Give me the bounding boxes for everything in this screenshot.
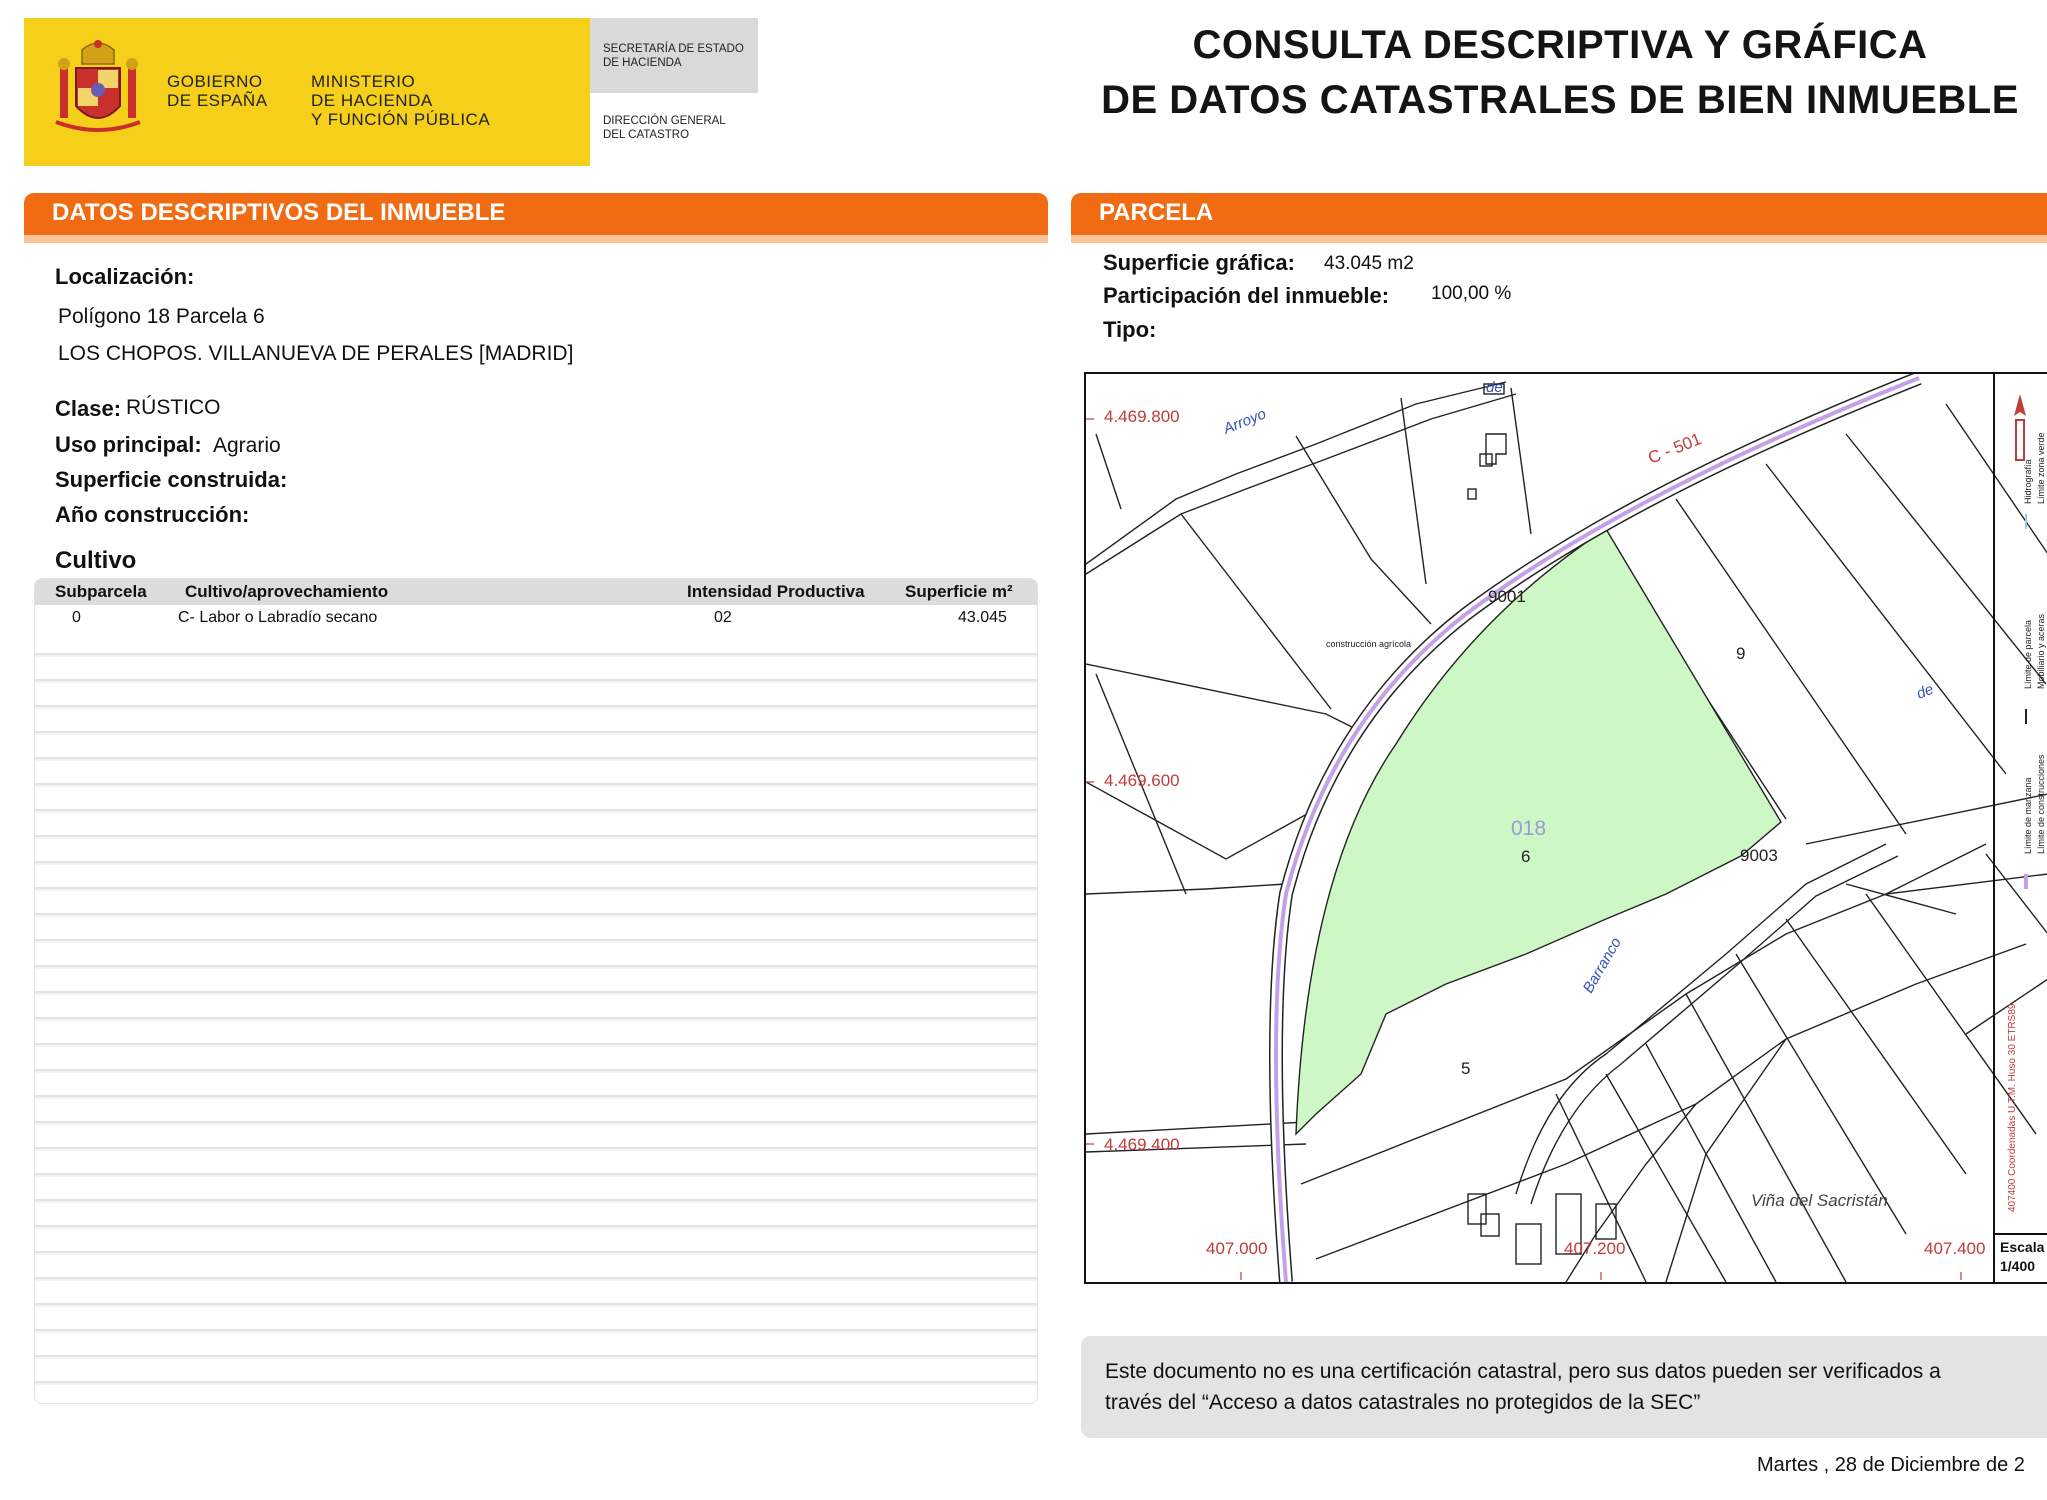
document-date: Martes , 28 de Diciembre de 2 [1757,1454,2025,1476]
escala-value: 1/400 [2000,1258,2036,1274]
legend-limite-manzana: Límite de manzana [2023,777,2033,854]
parcela-section-header [1071,193,2047,243]
cadastral-map[interactable] [1084,372,2047,1284]
cell-cultivo: C- Labor o Labradío secano [178,609,378,626]
parcela-title: PARCELA [1099,199,1214,226]
coord-x-000: 407.000 [1206,1239,1268,1258]
table-header [35,579,1037,605]
header-cultivo: Cultivo/aprovechamiento [185,582,389,601]
de-label-1: de [1486,379,1503,396]
participacion-value: 100,00 % [1431,283,1512,304]
document-title: CONSULTA DESCRIPTIVA Y GRÁFICA DE DATOS CATASTRALES DE BIEN INMUEBLE [1101,23,2019,122]
header-strip [24,235,1048,243]
coord-x-200: 407.200 [1564,1239,1626,1258]
disclaimer-box [1081,1336,2047,1438]
legend-hidrografia: Hidrografía [2023,459,2033,504]
table-row [35,605,1037,631]
arroyo-label: Arroyo [1221,405,1269,438]
descriptivos-title-prefix: DATOS DESCRIPTIVOS DEL [52,199,381,226]
uso-value: Agrario [213,434,281,457]
coat-of-arms-icon [50,38,146,138]
legend-mobiliario: Mobiliario y aceras [2036,613,2046,689]
legend-limite-zona-verde: Límite zona verde [2036,432,2046,504]
header-intensidad: Intensidad Productiva [687,582,865,601]
localizacion-line1: Polígono 18 Parcela 6 [58,305,265,328]
anio-construccion-label: Año construcción: [55,502,250,527]
legend-limite-parcela: Límite de parcela [2023,619,2033,689]
ministerio-text: MINISTERIO DE HACIENDA Y FUNCIÓN PÚBLICA [311,72,491,129]
label-5: 5 [1461,1059,1471,1078]
disclaimer-line1: Este documento no es una certificación catastral, pero sus datos pueden ser verificados a [1105,1360,1941,1383]
road-label: C - 501 [1645,429,1705,468]
label-9001: 9001 [1488,587,1526,606]
direccion-general-text: DIRECCIÓN GENERAL DEL CATASTRO [603,115,726,141]
superficie-grafica-value: 43.045 m2 [1324,253,1414,274]
superficie-grafica-label: Superficie gráfica: [1103,250,1295,275]
tipo-label: Tipo: [1103,317,1157,342]
coord-x-400: 407.400 [1924,1239,1986,1258]
participacion-label: Participación del inmueble: [1103,283,1390,308]
clase-label: Clase: [55,396,122,421]
escala-label: Escala [2000,1239,2045,1255]
descriptivos-section-header [24,193,1048,243]
header-subparcela: Subparcela [55,582,147,601]
coord-y-600: 4.469.600 [1104,771,1180,790]
cell-superficie: 43.045 [958,609,1007,626]
map-svg [1086,374,2047,1282]
cell-subparcela: 0 [72,609,81,626]
header-superficie: Superficie m² [905,582,1013,601]
descriptivos-title-bold: INMUEBLE [380,199,506,226]
cultivo-table [34,578,1038,1404]
secretaria-text: SECRETARÍA DE ESTADO DE HACIENDA [603,43,744,69]
disclaimer-line2: través del “Acceso a datos catastrales no protegidos de la SEC” [1105,1391,1701,1414]
vina-label: Viña del Sacristán [1751,1191,1888,1210]
coord-y-800: 4.469.800 [1104,407,1180,426]
coord-y-400: 4.469.400 [1104,1135,1180,1154]
construccion-label: construcción agrícola [1326,639,1412,649]
cultivo-title: Cultivo [55,547,137,574]
uso-label: Uso principal: [55,432,202,457]
localizacion-line2: LOS CHOPOS. VILLANUEVA DE PERALES [MADRID] [58,342,574,365]
gobierno-de-espana-text: GOBIERNO DE ESPAÑA [167,72,268,110]
legend [2000,394,2046,1274]
legend-coords: 407400 Coordenadas U.T.M. Huso 30 ETRS89 [2007,1003,2018,1212]
header-strip [1071,235,2047,243]
cell-intensidad: 02 [714,609,732,626]
legend-limite-construcciones: Límite de construcciones [2036,754,2046,854]
label-9: 9 [1736,644,1746,663]
polygon-label: 018 [1511,817,1547,840]
clase-value: RÚSTICO [126,396,221,419]
localizacion-label: Localización: [55,264,195,289]
de-label-2: de [1914,680,1936,703]
label-9003: 9003 [1740,846,1778,865]
north-arrow-icon [2014,394,2026,460]
parcel-number-label: 6 [1521,847,1531,866]
barranco-label: Barranco [1579,934,1625,996]
superficie-construida-label: Superficie construida: [55,467,288,492]
